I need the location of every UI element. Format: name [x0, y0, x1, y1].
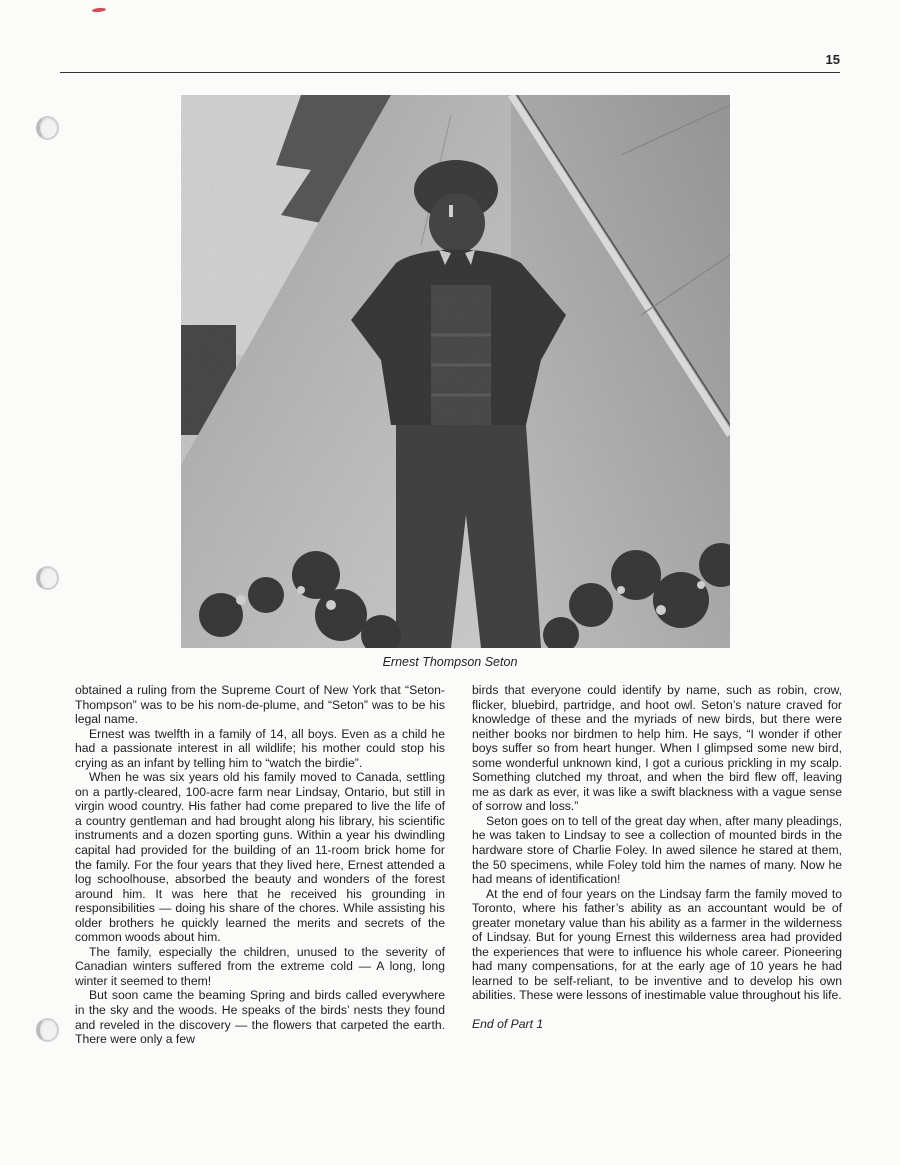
paragraph: Seton goes on to tell of the great day when, after many pleadings, he was taken to Lindsay to see a collection of mounted birds in the hardware store of Charlie Foley. In awed silence he stared at them, the 50 specimens, while Foley told him the names of many. Now he had means of identification!: [472, 813, 842, 887]
paragraph: At the end of four years on the Lindsay farm the family moved to Toronto, where his father’s ability as an accountant would be of greater monetary value than his ability as a farmer in the wilderness of Lindsay. But for young Ernest this wilderness area had provided the experiences that were to influence his whole career. Pioneering had many compensations, for at the early age of 10 years he had learned to be self-reliant, to be inventive and to develop his own abilities. These were lessons of inestimable value throughout his life.: [472, 886, 842, 1003]
article-column-right: [472, 683, 842, 1032]
punch-hole-icon: [36, 1018, 59, 1042]
article-column-left: [75, 683, 445, 1047]
paragraph: Ernest was twelfth in a family of 14, all boys. Even as a child he had a passionate interest in all wildlife; his mother could stop his crying as an infant by telling him to “watch the birdie”.: [75, 726, 445, 770]
photograph: [181, 95, 730, 648]
paragraph: obtained a ruling from the Supreme Court of New York that “Seton-Thompson” was to be his nom-de-plume, and “Seton” was to be his legal name.: [75, 683, 445, 727]
paragraph: The family, especially the children, unused to the severity of Canadian winters suffered from the extreme cold — A long, long winter it seemed to them!: [75, 944, 445, 988]
paragraph: But soon came the beaming Spring and birds called everywhere in the sky and the woods. He speaks of the birds’ nests they found and reveled in the discovery — the flowers that carpeted the earth. There were only a few: [75, 988, 445, 1047]
end-note: End of Part 1: [472, 1017, 544, 1032]
figure-caption: Ernest Thompson Seton: [382, 655, 518, 669]
paragraph: birds that everyone could identify by name, such as robin, crow, flicker, bluebird, partridge, and hoot owl. Seton’s nature craved for knowledge of these and the myriads of new birds, but there were neither books nor birdmen to help him. He says, “I wonder if other boys suffer so from heart hunger. When I glimpsed some new bird, some wonderful unknown kind, I got a curious prickling in my scalp. Something clutched my throat, and when the bird flew off, leaving me as dark as ever, it was like a swift blackness with a vague sense of sorrow and loss.”: [472, 683, 842, 814]
punch-hole-icon: [36, 566, 59, 590]
header-rule: [60, 72, 840, 73]
punch-hole-icon: [36, 116, 59, 140]
page-number: 15: [825, 52, 840, 67]
red-ink-mark: [92, 7, 106, 12]
paragraph: When he was six years old his family moved to Canada, settling on a partly-cleared, 100-acre farm near Lindsay, Ontario, but still in virgin wood country. His father had come prepared to live the life of a country gentleman and had brought along his library, his scientific instruments and a dozen sporting guns. Within a year his dwindling capital had provided for the building of an 11-room brick home for the family. For the four years that they lived here, Ernest attended a log schoolhouse, absorbed the beauty and wonders of the forest around him. It was here that he received his grounding in responsibilities — doing his share of the chores. While assisting his older brothers he quickly learned the merits and secrets of the common woods about him.: [75, 770, 445, 945]
photograph-man-before-tent-icon: [181, 95, 730, 648]
